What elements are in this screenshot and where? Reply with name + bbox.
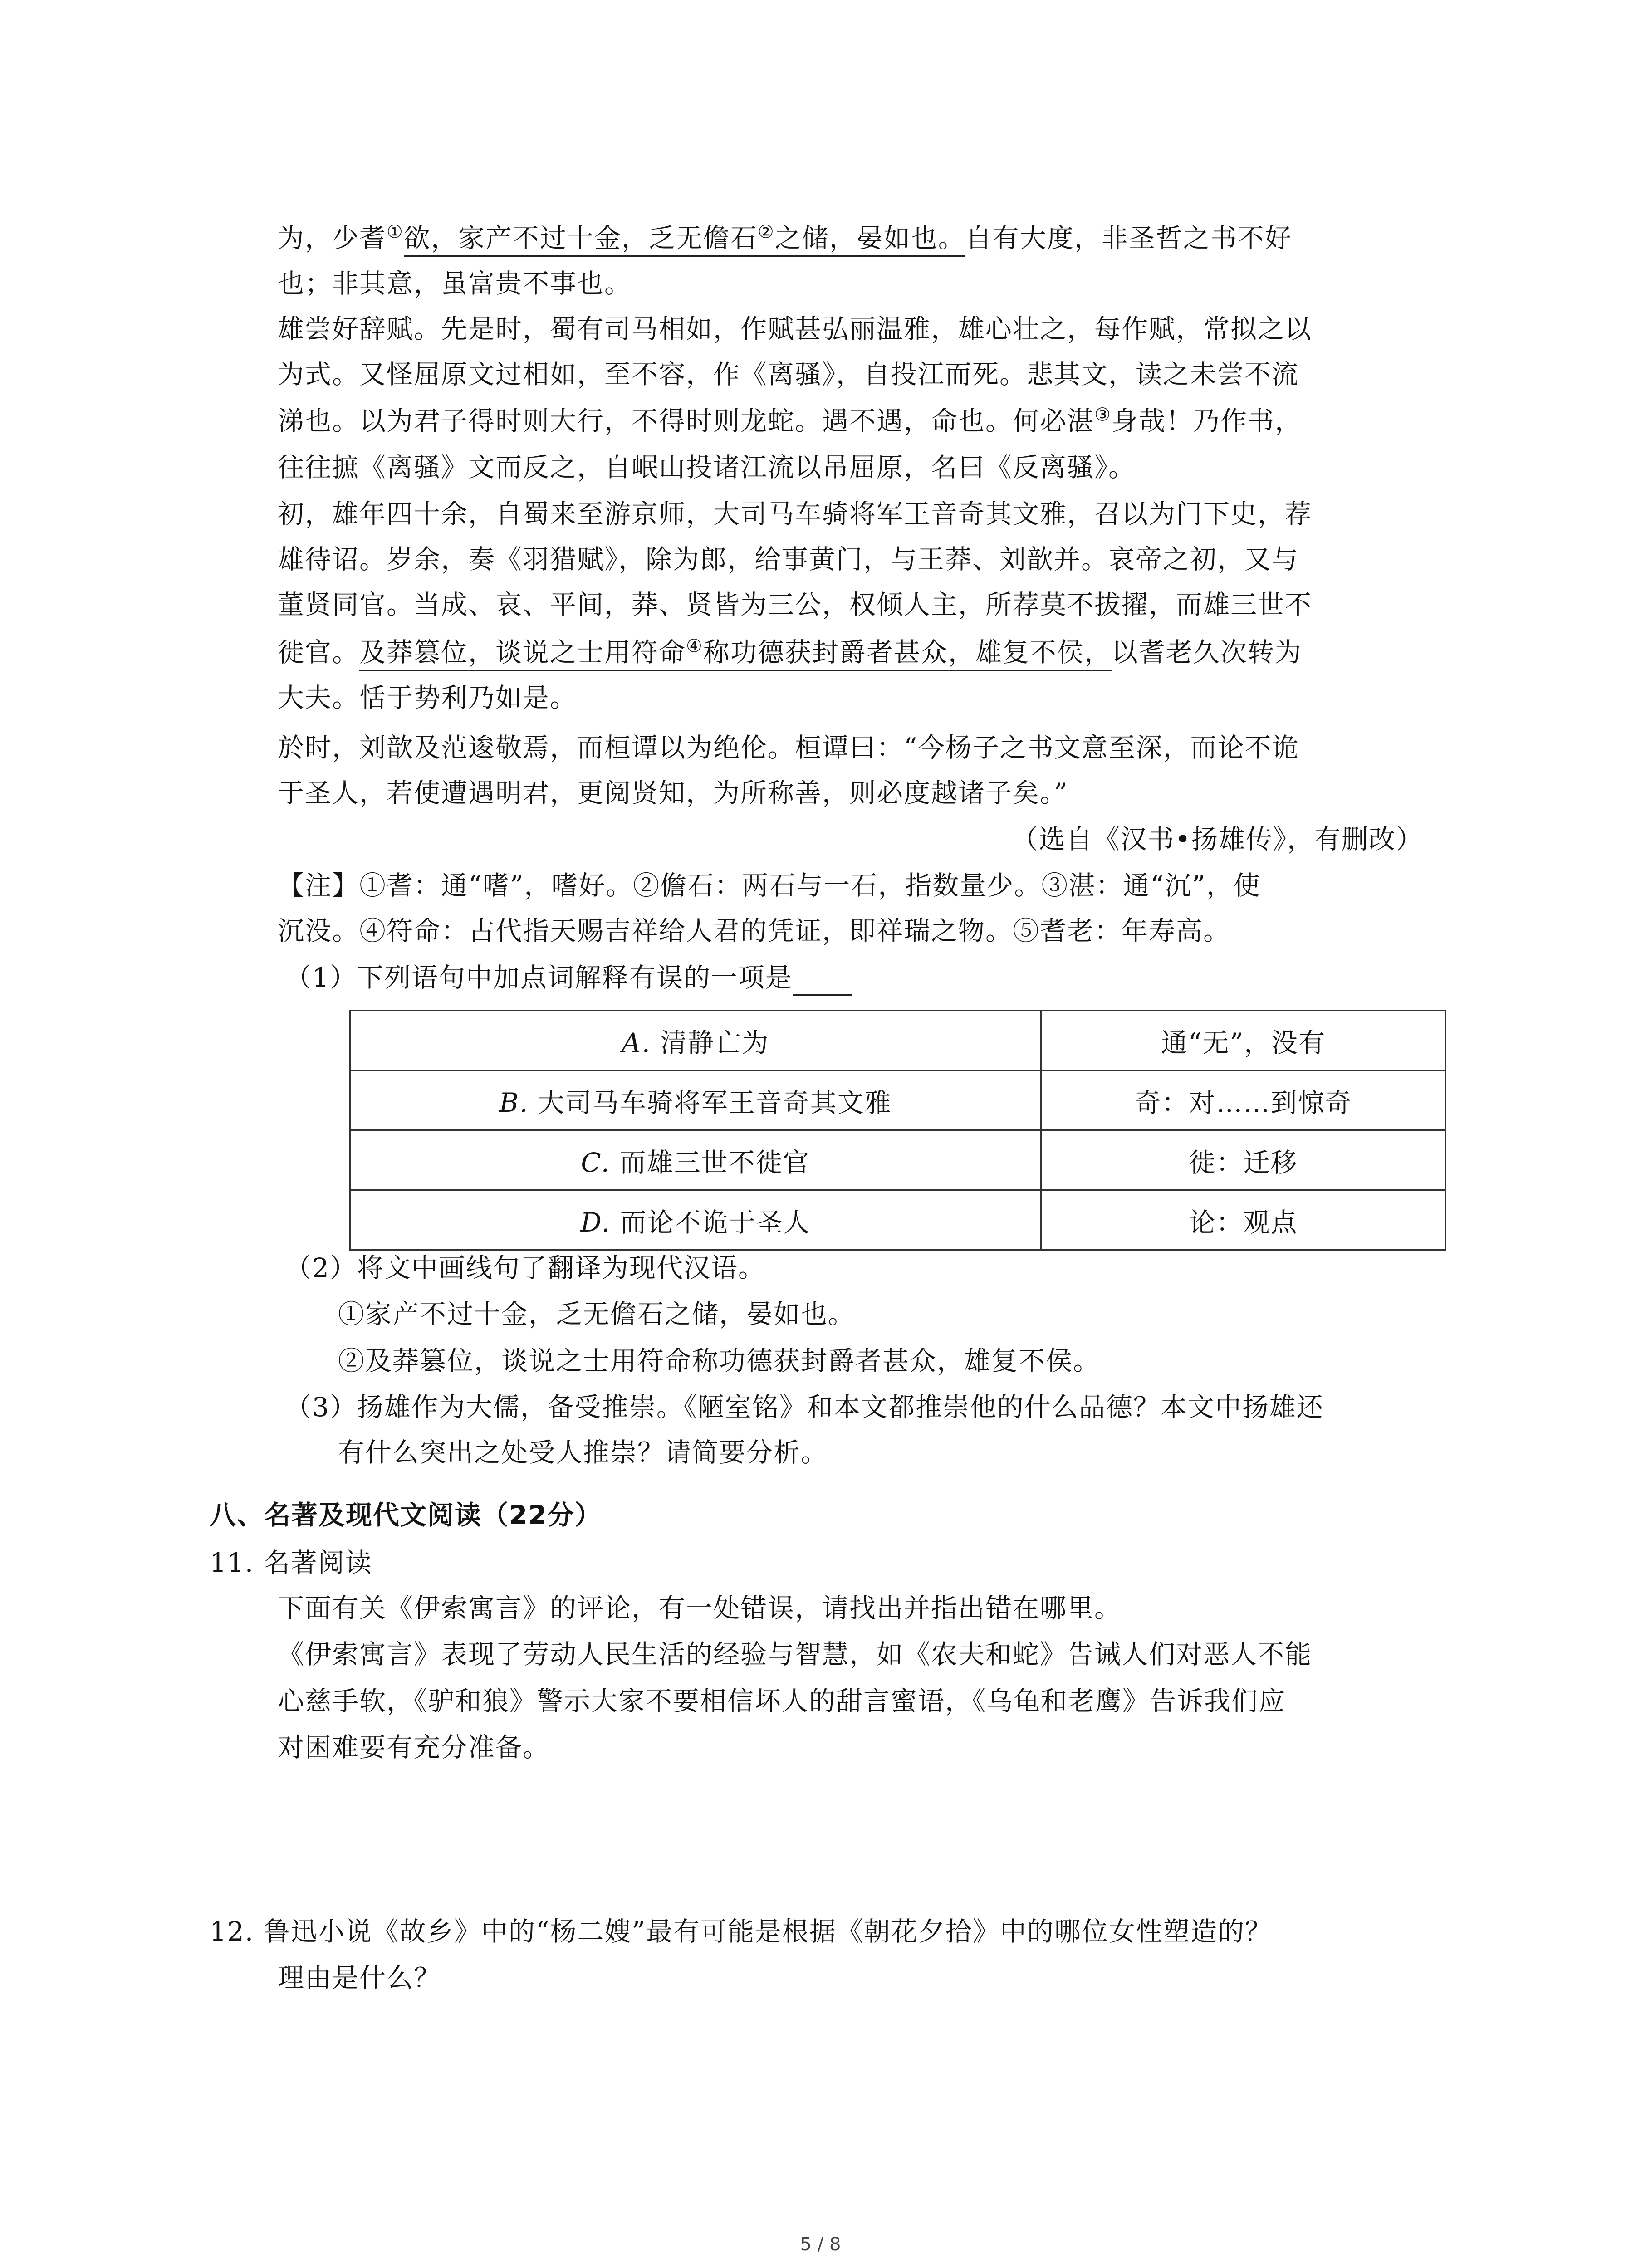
question-number: 11. [210, 1547, 255, 1578]
question-number: 12. [210, 1916, 255, 1947]
question-11-line: 《伊索寓言》表现了劳动人民生活的经验与智慧，如《农夫和蛇》告诫人们对恶人不能 [278, 1639, 1313, 1670]
option-text: 清静亡为 [660, 1027, 769, 1058]
option-text: 而雄三世不徙官 [619, 1147, 810, 1178]
option-cell [350, 1070, 1041, 1130]
text: 及莽篡位，谈说之士用符命 [359, 637, 686, 668]
table-row [350, 1130, 1446, 1190]
page-number: 5 / 8 [800, 2234, 841, 2255]
notes-line: 沉没。④符命：古代指天赐吉祥给人君的凭证，即祥瑞之物。⑤耆老：年寿高。 [278, 915, 1231, 946]
text: 涕也。以为君子得时则大行，不得时则龙蛇。遇不遇，命也。何必湛 [278, 406, 1095, 436]
translate-sentence-2: ②及莽篡位，谈说之士用符命称功德获封爵者甚众，雄复不侯。 [338, 1345, 1101, 1376]
underlined-sentence [404, 223, 965, 257]
question-11-instruction: 下面有关《伊索寓言》的评论，有一处错误，请找出并指出错在哪里。 [278, 1593, 1122, 1623]
passage-line: 雄待诏。岁余，奏《羽猎赋》，除为郎，给事黄门，与王莽、刘歆并。哀帝之初，又与 [278, 544, 1299, 575]
source-citation: （选自《汉书•扬雄传》，有删改） [1011, 824, 1423, 855]
translate-sentence-1: ①家产不过十金，乏无儋石之储，晏如也。 [338, 1299, 856, 1330]
text: 身哉！乃作书， [1111, 406, 1302, 436]
explanation-cell: 奇：对……到惊奇 [1041, 1070, 1446, 1130]
option-text: 而论不诡于圣人 [620, 1207, 811, 1238]
question-2-prompt: （2）将文中画线句了翻译为现代汉语。 [285, 1252, 765, 1283]
answer-blank[interactable] [793, 967, 852, 996]
question-11-line: 心慈手软，《驴和狼》警示大家不要相信坏人的甜言蜜语，《乌龟和老鹰》告诉我们应 [278, 1686, 1286, 1716]
text: 鲁迅小说《故乡》中的“杨二嫂”最有可能是根据《朝花夕拾》中的哪位女性塑造的？ [263, 1916, 1272, 1947]
text: 自有大度，非圣哲之书不好 [965, 223, 1292, 254]
question-11-line: 对困难要有充分准备。 [278, 1732, 550, 1763]
section-heading: 八、名著及现代文阅读（22分） [210, 1500, 602, 1530]
question-3-line: 有什么突出之处受人推崇？请简要分析。 [338, 1437, 828, 1468]
options-table [349, 1010, 1446, 1251]
option-letter: D. [580, 1207, 611, 1238]
note-marker: ① [387, 221, 404, 243]
passage-line [278, 220, 1292, 256]
option-letter: C. [581, 1147, 611, 1178]
option-cell [350, 1130, 1041, 1190]
text: 徙官。 [278, 637, 360, 668]
question-11-title [210, 1545, 372, 1581]
passage-line: 也；非其意，虽富贵不事也。 [278, 268, 632, 299]
text: 以耆老久次转为 [1111, 637, 1302, 668]
passage-line: 大夫。恬于势利乃如是。 [278, 682, 578, 713]
option-cell [350, 1011, 1041, 1070]
passage-line: 为式。又怪屈原文过相如，至不容，作《离骚》，自投江而死。悲其文，读之未尝不流 [278, 359, 1299, 390]
text: 称功德获封爵者甚众，雄复不侯， [703, 637, 1112, 668]
table-row [350, 1070, 1446, 1130]
question-12-line: 理由是什么？ [278, 1962, 441, 1993]
passage-line: 雄尝好辞赋。先是时，蜀有司马相如，作赋甚弘丽温雅，雄心壮之，每作赋，常拟之以 [278, 313, 1313, 344]
notes-line: 【注】①耆：通“嗜”，嗜好。②儋石：两石与一石，指数量少。③湛：通“沉”，使 [278, 870, 1261, 901]
option-letter: B. [499, 1087, 529, 1118]
question-12-line [210, 1913, 1272, 1950]
note-marker: ④ [686, 635, 703, 657]
note-marker: ③ [1094, 404, 1112, 425]
option-text: 大司马车骑将军王音奇其文雅 [538, 1087, 892, 1118]
question-1-prompt [285, 959, 852, 996]
question-3-line: （3）扬雄作为大儒，备受推崇。《陋室铭》和本文都推崇他的什么品德？本文中扬雄还 [285, 1392, 1324, 1422]
passage-line: 董贤同官。当成、哀、平间，莽、贤皆为三公，权倾人主，所荐莫不拔擢，而雄三世不 [278, 589, 1313, 620]
text: 为，少耆 [278, 223, 387, 254]
explanation-cell: 论：观点 [1041, 1190, 1446, 1250]
option-letter: A. [622, 1027, 651, 1058]
passage-line [278, 634, 1302, 670]
text: 之储，晏如也。 [774, 223, 965, 254]
explanation-cell: 通“无”，没有 [1041, 1011, 1446, 1070]
underlined-sentence [359, 637, 1112, 671]
note-marker: ② [757, 221, 775, 243]
passage-line [278, 403, 1302, 439]
passage-line: 於时，刘歆及范逡敬焉，而桓谭以为绝伦。桓谭曰：“今杨子之书文意至深，而论不诡 [278, 732, 1299, 763]
table-row [350, 1011, 1446, 1070]
text: （1）下列语句中加点词解释有误的一项是 [285, 962, 793, 993]
text: 欲，家产不过十金，乏无儋石 [403, 223, 758, 254]
option-cell [350, 1190, 1041, 1250]
text: 名著阅读 [263, 1547, 372, 1578]
table-row [350, 1190, 1446, 1250]
passage-line: 初，雄年四十余，自蜀来至游京师，大司马车骑将军王音奇其文雅，召以为门下史，荐 [278, 499, 1313, 529]
passage-line: 于圣人，若使遭遇明君，更阅贤知，为所称善，则必度越诸子矣。” [278, 777, 1068, 808]
explanation-cell: 徙：迁移 [1041, 1130, 1446, 1190]
passage-line: 往往摭《离骚》文而反之，自岷山投诸江流以吊屈原，名曰《反离骚》。 [278, 452, 1136, 483]
